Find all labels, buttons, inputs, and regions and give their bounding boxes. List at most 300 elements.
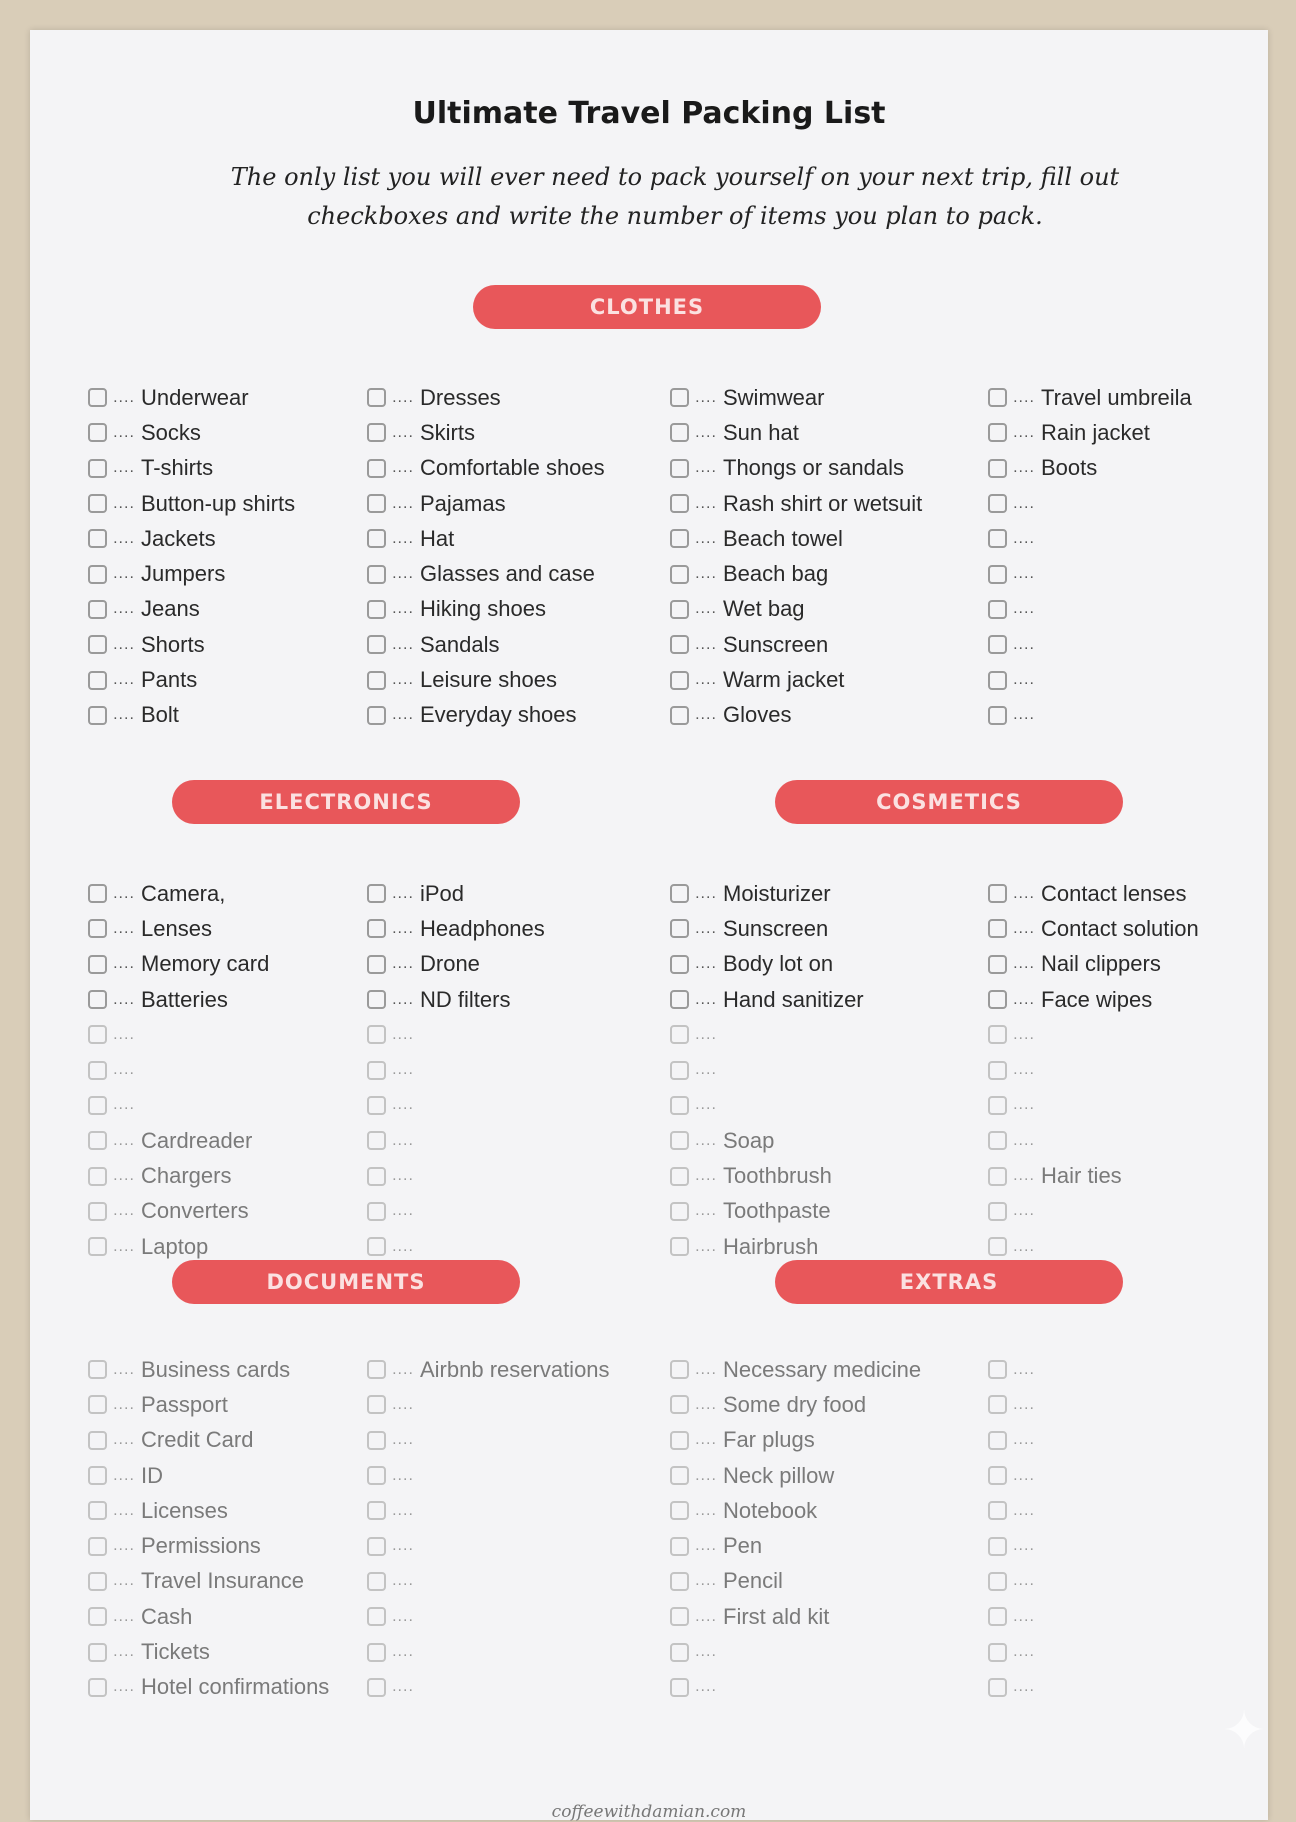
quantity-blank[interactable]: .... [113, 1643, 135, 1661]
quantity-blank[interactable]: .... [392, 600, 414, 618]
item-label: Sunscreen [723, 915, 829, 941]
quantity-blank[interactable]: .... [1013, 1025, 1035, 1043]
quantity-blank[interactable]: .... [392, 1466, 414, 1484]
quantity-blank[interactable]: .... [113, 1607, 135, 1625]
checkbox[interactable] [670, 1572, 689, 1591]
section-header-documents: DOCUMENTS [172, 1260, 520, 1304]
checkbox[interactable] [88, 1572, 107, 1591]
quantity-blank[interactable]: .... [695, 706, 717, 724]
quantity-blank[interactable]: .... [392, 1025, 414, 1043]
checklist-item [670, 1493, 921, 1528]
checklist-item [670, 1052, 864, 1087]
checkbox[interactable] [367, 423, 386, 442]
checkbox[interactable] [367, 1237, 386, 1256]
checklist-item [988, 1229, 1199, 1264]
quantity-blank[interactable]: .... [113, 1061, 135, 1079]
quantity-blank[interactable]: .... [695, 671, 717, 689]
checklist-item [988, 876, 1199, 911]
checkbox[interactable] [670, 706, 689, 725]
checkbox[interactable] [670, 1025, 689, 1044]
checkbox[interactable] [670, 1466, 689, 1485]
quantity-blank[interactable]: .... [392, 1607, 414, 1625]
checkbox[interactable] [88, 1643, 107, 1662]
checkbox[interactable] [88, 565, 107, 584]
checkbox[interactable] [367, 1678, 386, 1697]
checkbox[interactable] [988, 1572, 1007, 1591]
checkbox[interactable] [88, 1431, 107, 1450]
quantity-blank[interactable]: .... [392, 955, 414, 973]
checklist-item [367, 1670, 610, 1705]
checkbox[interactable] [88, 635, 107, 654]
quantity-blank[interactable]: .... [695, 459, 717, 477]
quantity-blank[interactable]: .... [113, 990, 135, 1008]
quantity-blank[interactable]: .... [113, 1431, 135, 1449]
quantity-blank[interactable]: .... [695, 529, 717, 547]
checkbox[interactable] [88, 884, 107, 903]
quantity-blank[interactable]: .... [392, 1501, 414, 1519]
item-label: Pajamas [420, 490, 506, 516]
quantity-blank[interactable]: .... [392, 1096, 414, 1114]
checkbox[interactable] [367, 1395, 386, 1414]
checkbox[interactable] [88, 1501, 107, 1520]
quantity-blank[interactable]: .... [695, 423, 717, 441]
checkbox[interactable] [88, 919, 107, 938]
quantity-blank[interactable]: .... [1013, 1607, 1035, 1625]
checkbox[interactable] [88, 1237, 107, 1256]
quantity-blank[interactable]: .... [695, 1061, 717, 1079]
checklist-item [88, 592, 295, 627]
checkbox[interactable] [88, 1360, 107, 1379]
quantity-blank[interactable]: .... [1013, 1360, 1035, 1378]
quantity-blank[interactable]: .... [392, 1431, 414, 1449]
checkbox[interactable] [988, 1537, 1007, 1556]
checkbox[interactable] [367, 1572, 386, 1591]
checkbox[interactable] [988, 1501, 1007, 1520]
checklist-item [670, 911, 864, 946]
quantity-blank[interactable]: .... [1013, 1167, 1035, 1185]
quantity-blank[interactable]: .... [113, 635, 135, 653]
packing-list-sheet [30, 30, 1268, 1820]
checkbox[interactable] [88, 1537, 107, 1556]
quantity-blank[interactable]: .... [392, 635, 414, 653]
checkbox[interactable] [988, 1431, 1007, 1450]
quantity-blank[interactable]: .... [113, 1131, 135, 1149]
checkbox[interactable] [670, 955, 689, 974]
checkbox[interactable] [670, 1360, 689, 1379]
quantity-blank[interactable]: .... [113, 919, 135, 937]
checkbox[interactable] [988, 990, 1007, 1009]
checkbox[interactable] [670, 884, 689, 903]
checkbox[interactable] [367, 1096, 386, 1115]
checkbox[interactable] [988, 919, 1007, 938]
quantity-blank[interactable]: .... [695, 1607, 717, 1625]
electronics-column-1 [88, 876, 269, 1264]
quantity-blank[interactable]: .... [392, 494, 414, 512]
checkbox[interactable] [670, 1131, 689, 1150]
quantity-blank[interactable]: .... [113, 955, 135, 973]
checklist-item [670, 627, 922, 662]
item-label: Chargers [141, 1163, 232, 1189]
quantity-blank[interactable]: .... [695, 1537, 717, 1555]
checkbox[interactable] [88, 529, 107, 548]
quantity-blank[interactable]: .... [1013, 706, 1035, 724]
quantity-blank[interactable]: .... [113, 1572, 135, 1590]
quantity-blank[interactable]: .... [695, 565, 717, 583]
checklist-item [367, 1493, 610, 1528]
checkbox[interactable] [670, 1431, 689, 1450]
checkbox[interactable] [88, 706, 107, 725]
quantity-blank[interactable]: .... [1013, 635, 1035, 653]
quantity-blank[interactable]: .... [695, 1096, 717, 1114]
checkbox[interactable] [367, 1202, 386, 1221]
quantity-blank[interactable]: .... [113, 1096, 135, 1114]
checkbox[interactable] [367, 955, 386, 974]
checkbox[interactable] [670, 1501, 689, 1520]
checkbox[interactable] [988, 565, 1007, 584]
quantity-blank[interactable]: .... [695, 990, 717, 1008]
checklist-item [988, 415, 1192, 450]
checkbox[interactable] [367, 1025, 386, 1044]
checklist-item [988, 1493, 1041, 1528]
checkbox[interactable] [988, 1395, 1007, 1414]
quantity-blank[interactable]: .... [392, 565, 414, 583]
quantity-blank[interactable]: .... [113, 1395, 135, 1413]
checkbox[interactable] [367, 1643, 386, 1662]
quantity-blank[interactable]: .... [392, 1131, 414, 1149]
quantity-blank[interactable]: .... [392, 423, 414, 441]
checkbox[interactable] [88, 1061, 107, 1080]
checkbox[interactable] [988, 459, 1007, 478]
quantity-blank[interactable]: .... [113, 529, 135, 547]
checkbox[interactable] [988, 1360, 1007, 1379]
extras-column-1 [670, 1352, 921, 1705]
checklist-item [367, 380, 605, 415]
quantity-blank[interactable]: .... [392, 388, 414, 406]
quantity-blank[interactable]: .... [695, 919, 717, 937]
item-label: Everyday shoes [420, 702, 577, 728]
checkbox[interactable] [367, 1607, 386, 1626]
checklist-item [88, 1458, 329, 1493]
quantity-blank[interactable]: .... [392, 919, 414, 937]
checklist-item [367, 1229, 545, 1264]
checkbox[interactable] [367, 600, 386, 619]
quantity-blank[interactable]: .... [695, 884, 717, 902]
checkbox[interactable] [670, 1678, 689, 1697]
quantity-blank[interactable]: .... [113, 1466, 135, 1484]
checkbox[interactable] [88, 423, 107, 442]
checkbox[interactable] [988, 1061, 1007, 1080]
checkbox[interactable] [367, 1537, 386, 1556]
quantity-blank[interactable]: .... [695, 1431, 717, 1449]
quantity-blank[interactable]: .... [392, 1678, 414, 1696]
quantity-blank[interactable]: .... [1013, 529, 1035, 547]
quantity-blank[interactable]: .... [695, 1237, 717, 1255]
quantity-blank[interactable]: .... [695, 635, 717, 653]
checkbox[interactable] [988, 1167, 1007, 1186]
checklist-item [988, 1158, 1199, 1193]
quantity-blank[interactable]: .... [392, 1167, 414, 1185]
checklist-item [367, 662, 605, 697]
checkbox[interactable] [88, 1678, 107, 1697]
checkbox[interactable] [367, 1466, 386, 1485]
quantity-blank[interactable]: .... [1013, 1537, 1035, 1555]
checkbox[interactable] [367, 388, 386, 407]
quantity-blank[interactable]: .... [1013, 1643, 1035, 1661]
checklist-item [670, 1387, 921, 1422]
checklist-item [88, 1528, 329, 1563]
checklist-item [88, 627, 295, 662]
checkbox[interactable] [988, 635, 1007, 654]
checkbox[interactable] [367, 1167, 386, 1186]
quantity-blank[interactable]: .... [392, 1395, 414, 1413]
section-header-clothes: CLOTHES [473, 285, 821, 329]
quantity-blank[interactable]: .... [113, 706, 135, 724]
checklist-item [88, 1194, 269, 1229]
checkbox[interactable] [670, 1395, 689, 1414]
checkbox[interactable] [88, 671, 107, 690]
checklist-item [367, 1458, 610, 1493]
checkbox[interactable] [988, 1131, 1007, 1150]
checkbox[interactable] [367, 919, 386, 938]
checkbox[interactable] [988, 1607, 1007, 1626]
quantity-blank[interactable]: .... [113, 1537, 135, 1555]
checkbox[interactable] [988, 1025, 1007, 1044]
quantity-blank[interactable]: .... [695, 1131, 717, 1149]
checkbox[interactable] [988, 1643, 1007, 1662]
quantity-blank[interactable]: .... [695, 1167, 717, 1185]
quantity-blank[interactable]: .... [1013, 1501, 1035, 1519]
checkbox[interactable] [367, 671, 386, 690]
checkbox[interactable] [367, 884, 386, 903]
quantity-blank[interactable]: .... [113, 1202, 135, 1220]
quantity-blank[interactable]: .... [1013, 388, 1035, 406]
checkbox[interactable] [988, 671, 1007, 690]
quantity-blank[interactable]: .... [113, 1025, 135, 1043]
checkbox[interactable] [88, 1167, 107, 1186]
checklist-item [670, 947, 864, 982]
quantity-blank[interactable]: .... [695, 1202, 717, 1220]
checkbox[interactable] [88, 1096, 107, 1115]
quantity-blank[interactable]: .... [113, 884, 135, 902]
quantity-blank[interactable]: .... [695, 388, 717, 406]
checkbox[interactable] [88, 1466, 107, 1485]
checkbox[interactable] [367, 1360, 386, 1379]
quantity-blank[interactable]: .... [695, 1501, 717, 1519]
checklist-item [988, 556, 1192, 591]
checklist-item [367, 876, 545, 911]
quantity-blank[interactable]: .... [695, 1572, 717, 1590]
clothes-column-1 [88, 380, 295, 733]
quantity-blank[interactable]: .... [392, 990, 414, 1008]
quantity-blank[interactable]: .... [1013, 494, 1035, 512]
checkbox[interactable] [670, 1537, 689, 1556]
sparkle-icon: ✦ [1222, 1702, 1266, 1760]
checkbox[interactable] [988, 388, 1007, 407]
checkbox[interactable] [670, 388, 689, 407]
checkbox[interactable] [670, 1607, 689, 1626]
checkbox[interactable] [367, 529, 386, 548]
checkbox[interactable] [88, 459, 107, 478]
item-label: Jeans [141, 596, 200, 622]
checklist-item [988, 1352, 1041, 1387]
quantity-blank[interactable]: .... [695, 1360, 717, 1378]
quantity-blank[interactable]: .... [113, 565, 135, 583]
checklist-item [88, 380, 295, 415]
item-label: Beach bag [723, 561, 829, 587]
quantity-blank[interactable]: .... [113, 459, 135, 477]
checkbox[interactable] [88, 1395, 107, 1414]
checklist-item [988, 1458, 1041, 1493]
quantity-blank[interactable]: .... [392, 706, 414, 724]
checkbox[interactable] [670, 1061, 689, 1080]
checkbox[interactable] [367, 1061, 386, 1080]
checkbox[interactable] [88, 955, 107, 974]
checkbox[interactable] [988, 706, 1007, 725]
checkbox[interactable] [670, 423, 689, 442]
checkbox[interactable] [670, 1237, 689, 1256]
checkbox[interactable] [988, 884, 1007, 903]
checkbox[interactable] [88, 990, 107, 1009]
checkbox[interactable] [988, 955, 1007, 974]
checkbox[interactable] [367, 635, 386, 654]
checkbox[interactable] [367, 565, 386, 584]
quantity-blank[interactable]: .... [1013, 423, 1035, 441]
checkbox[interactable] [670, 1643, 689, 1662]
electronics-column-2 [367, 876, 545, 1264]
quantity-blank[interactable]: .... [392, 1643, 414, 1661]
checkbox[interactable] [988, 529, 1007, 548]
quantity-blank[interactable]: .... [392, 1572, 414, 1590]
item-label: Jackets [141, 525, 216, 551]
checkbox[interactable] [88, 600, 107, 619]
quantity-blank[interactable]: .... [1013, 884, 1035, 902]
quantity-blank[interactable]: .... [392, 1202, 414, 1220]
checklist-item [988, 592, 1192, 627]
checkbox[interactable] [88, 1025, 107, 1044]
quantity-blank[interactable]: .... [1013, 990, 1035, 1008]
quantity-blank[interactable]: .... [1013, 1202, 1035, 1220]
quantity-blank[interactable]: .... [392, 884, 414, 902]
checkbox[interactable] [367, 494, 386, 513]
item-label: Wet bag [723, 596, 805, 622]
checkbox[interactable] [670, 1167, 689, 1186]
quantity-blank[interactable]: .... [113, 388, 135, 406]
checkbox[interactable] [670, 600, 689, 619]
item-label: Dresses [420, 384, 501, 410]
checkbox[interactable] [88, 1202, 107, 1221]
quantity-blank[interactable]: .... [1013, 600, 1035, 618]
checkbox[interactable] [988, 1678, 1007, 1697]
checklist-item [367, 1352, 610, 1387]
checkbox[interactable] [670, 635, 689, 654]
quantity-blank[interactable]: .... [392, 1061, 414, 1079]
checkbox[interactable] [988, 1096, 1007, 1115]
item-label: Camera, [141, 880, 226, 906]
checkbox[interactable] [988, 494, 1007, 513]
checkbox[interactable] [670, 494, 689, 513]
checkbox[interactable] [88, 388, 107, 407]
checkbox[interactable] [670, 459, 689, 478]
quantity-blank[interactable]: .... [113, 1360, 135, 1378]
quantity-blank[interactable]: .... [1013, 671, 1035, 689]
checkbox[interactable] [367, 1431, 386, 1450]
quantity-blank[interactable]: .... [392, 1537, 414, 1555]
checkbox[interactable] [88, 1607, 107, 1626]
item-label: Hotel confirmations [141, 1674, 330, 1700]
quantity-blank[interactable]: .... [1013, 1678, 1035, 1696]
quantity-blank[interactable]: .... [695, 1643, 717, 1661]
quantity-blank[interactable]: .... [113, 1237, 135, 1255]
quantity-blank[interactable]: .... [113, 600, 135, 618]
checkbox[interactable] [367, 1131, 386, 1150]
quantity-blank[interactable]: .... [695, 1395, 717, 1413]
quantity-blank[interactable]: .... [1013, 1237, 1035, 1255]
checklist-item [367, 1387, 610, 1422]
checkbox[interactable] [367, 990, 386, 1009]
checkbox[interactable] [670, 1202, 689, 1221]
quantity-blank[interactable]: .... [113, 1167, 135, 1185]
quantity-blank[interactable]: .... [1013, 459, 1035, 477]
quantity-blank[interactable]: .... [113, 671, 135, 689]
quantity-blank[interactable]: .... [1013, 565, 1035, 583]
quantity-blank[interactable]: .... [695, 1025, 717, 1043]
quantity-blank[interactable]: .... [1013, 1061, 1035, 1079]
quantity-blank[interactable]: .... [113, 494, 135, 512]
quantity-blank[interactable]: .... [113, 423, 135, 441]
quantity-blank[interactable]: .... [1013, 1466, 1035, 1484]
quantity-blank[interactable]: .... [113, 1678, 135, 1696]
checkbox[interactable] [670, 990, 689, 1009]
quantity-blank[interactable]: .... [1013, 919, 1035, 937]
quantity-blank[interactable]: .... [113, 1501, 135, 1519]
checkbox[interactable] [988, 1237, 1007, 1256]
quantity-blank[interactable]: .... [1013, 1431, 1035, 1449]
quantity-blank[interactable]: .... [392, 529, 414, 547]
quantity-blank[interactable]: .... [1013, 1096, 1035, 1114]
quantity-blank[interactable]: .... [1013, 1572, 1035, 1590]
quantity-blank[interactable]: .... [695, 494, 717, 512]
checkbox[interactable] [670, 1096, 689, 1115]
quantity-blank[interactable]: .... [392, 459, 414, 477]
checkbox[interactable] [670, 529, 689, 548]
checkbox[interactable] [988, 600, 1007, 619]
checkbox[interactable] [988, 1202, 1007, 1221]
checklist-item [88, 451, 295, 486]
quantity-blank[interactable]: .... [695, 600, 717, 618]
checkbox[interactable] [88, 1131, 107, 1150]
quantity-blank[interactable]: .... [392, 1237, 414, 1255]
checkbox[interactable] [670, 919, 689, 938]
quantity-blank[interactable]: .... [695, 955, 717, 973]
checkbox[interactable] [367, 1501, 386, 1520]
quantity-blank[interactable]: .... [392, 1360, 414, 1378]
quantity-blank[interactable]: .... [1013, 955, 1035, 973]
checkbox[interactable] [367, 459, 386, 478]
checkbox[interactable] [988, 1466, 1007, 1485]
item-label: Rain jacket [1041, 419, 1150, 445]
quantity-blank[interactable]: .... [695, 1466, 717, 1484]
clothes-column-2 [367, 380, 605, 733]
checkbox[interactable] [988, 423, 1007, 442]
checkbox[interactable] [367, 706, 386, 725]
quantity-blank[interactable]: .... [1013, 1395, 1035, 1413]
quantity-blank[interactable]: .... [1013, 1131, 1035, 1149]
checkbox[interactable] [88, 494, 107, 513]
quantity-blank[interactable]: .... [392, 671, 414, 689]
checkbox[interactable] [670, 565, 689, 584]
quantity-blank[interactable]: .... [695, 1678, 717, 1696]
checkbox[interactable] [670, 671, 689, 690]
